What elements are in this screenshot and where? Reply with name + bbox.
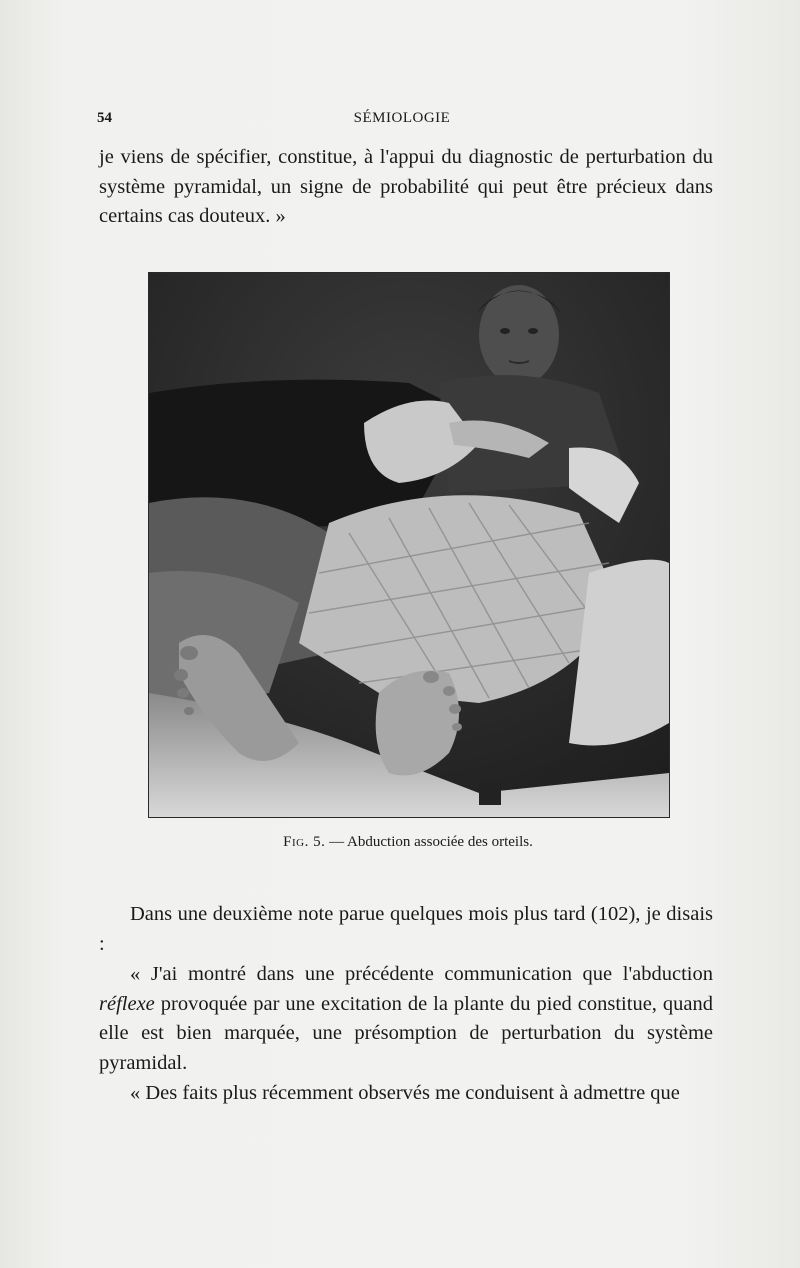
paragraph-quote-continued: « Des faits plus récemment observés me conduisent à admettre que [130, 1082, 680, 1104]
italic-term: réflexe [99, 992, 155, 1015]
figure-label: Fig. 5. [283, 834, 326, 850]
figure-photograph [148, 272, 670, 818]
page-number: 54 [97, 110, 112, 126]
figure-caption [148, 834, 668, 851]
running-head: SÉMIOLOGIE [353, 110, 451, 126]
figure-caption-text: — Abduction associée des orteils. [325, 834, 533, 850]
paragraph-continuation: je viens de spécifier, constitue, à l'appui du diagnostic de perturbation du système pyramidal, un signe de probabilité qui peut être précieux dans certains cas douteux. » [99, 146, 713, 227]
paragraph-quote [99, 960, 713, 1078]
paragraph: Dans une deuxième note parue quelques mois plus tard (102), je disais : [99, 903, 713, 955]
patient-photo-illustration [149, 273, 669, 817]
quote-text-start: « J'ai montré dans une précédente communication que l'abduction [130, 963, 713, 985]
quote-text-end: provoquée par une excitation de la plante du pied constitue, quand elle est bien marquée, une présomption de perturbation du système pyramidal. [99, 992, 713, 1074]
page-header [97, 110, 707, 134]
